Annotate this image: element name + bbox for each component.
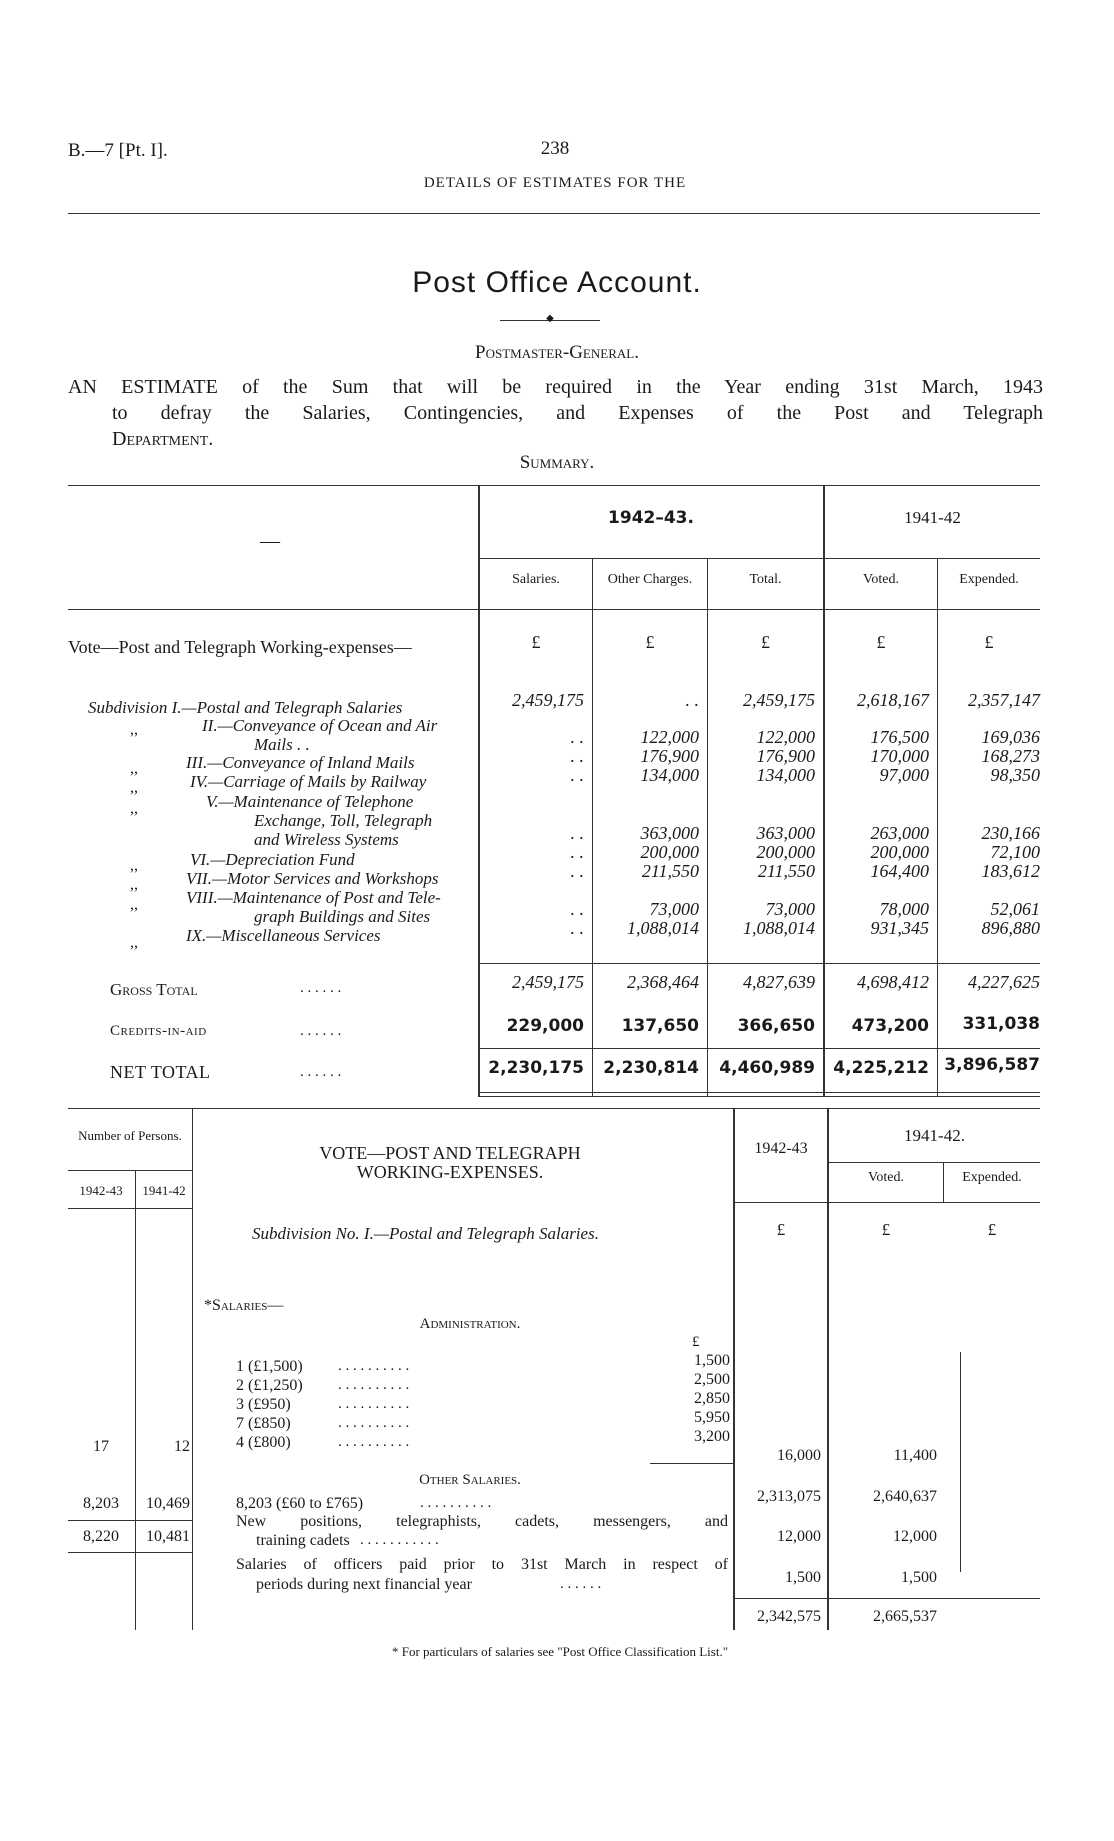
- persons-total-rule: [68, 1520, 192, 1521]
- admin-sum-rule: [650, 1463, 733, 1464]
- intro-line-2: to defray the Salaries, Contingencies, and Expenses of the Post and Telegraph: [112, 402, 1043, 424]
- row-5-quote: ,,: [130, 800, 138, 817]
- detail-currency-1942: £: [776, 1220, 786, 1239]
- new-positions-voted: 12,000: [893, 1528, 937, 1545]
- summary-row-6-total: 200,000: [756, 842, 815, 862]
- summary-row-8-voted: 78,000: [879, 899, 929, 919]
- page-title: Post Office Account.: [412, 266, 702, 299]
- new-positions-1942: 12,000: [777, 1528, 821, 1545]
- credits-other: 137,650: [621, 1016, 699, 1036]
- gross-salaries: 2,459,175: [512, 972, 584, 992]
- summary-row-9-salaries: . .: [570, 918, 584, 938]
- summary-row-3-expended: 168,273: [981, 746, 1040, 766]
- summary-subhead-rule: [478, 558, 1040, 559]
- summary-row-1-salaries: 2,459,175: [512, 690, 584, 710]
- row-6-label: VI.—Depreciation Fund: [190, 850, 355, 869]
- admin-row-2-leader: . . . . . . . . . .: [338, 1377, 410, 1393]
- row-3-quote: ,,: [130, 760, 138, 777]
- summary-row-8-total: 73,000: [765, 899, 815, 919]
- summary-row-7-expended: 183,612: [981, 861, 1040, 881]
- admin-row-5-amount: 3,200: [694, 1428, 730, 1445]
- summary-row-3-salaries: . .: [570, 746, 584, 766]
- persons-year-a: 1942-43: [79, 1183, 123, 1198]
- persons-heading: Number of Persons.: [78, 1128, 182, 1143]
- currency-oth: £: [645, 632, 655, 652]
- net-top-rule: [478, 1048, 1040, 1049]
- summary-row-1-voted: 2,618,167: [857, 690, 929, 710]
- persons-year-b: 1941-42: [142, 1183, 186, 1198]
- gross-top-rule: [478, 963, 1040, 964]
- net-other: 2,230,814: [603, 1058, 699, 1078]
- row-2-quote: ,,: [130, 721, 138, 738]
- detail-currency-expended: £: [987, 1220, 997, 1239]
- administration-heading: Administration.: [419, 1316, 521, 1332]
- summary-row-8-expended: 52,061: [990, 899, 1040, 919]
- other-salaries-label: 8,203 (£60 to £765): [236, 1495, 364, 1512]
- gross-other: 2,368,464: [627, 972, 699, 992]
- summary-row-5-total: 363,000: [756, 823, 815, 843]
- detail-col-expended: Expended.: [962, 1170, 1022, 1185]
- persons-total-bottom-rule: [68, 1552, 192, 1553]
- credits-leader: . . . . . .: [300, 1023, 342, 1039]
- summary-row-4-voted: 97,000: [879, 765, 929, 785]
- detail-col-1941: 1941-42.: [904, 1126, 965, 1145]
- summary-row-8-other-charges: 73,000: [649, 899, 699, 919]
- summary-row-3-other-charges: 176,900: [640, 746, 699, 766]
- row-5-label-cont: Exchange, Toll, Telegraph: [254, 811, 433, 830]
- summary-row-7-other-charges: 211,550: [641, 861, 699, 881]
- currency-tot: £: [761, 632, 770, 652]
- admin-row-1-label: 1 (£1,500): [236, 1358, 303, 1375]
- currency-sal: £: [531, 632, 541, 652]
- net-voted: 4,225,212: [833, 1058, 929, 1078]
- summary-heading: Summary.: [519, 452, 595, 473]
- summary-top-rule: [68, 485, 1040, 486]
- summary-head-bottom-rule: [68, 609, 1040, 610]
- summary-row-6-salaries: . .: [570, 842, 584, 862]
- prior-salaries-1942: 1,500: [785, 1569, 821, 1586]
- row-1-label: Subdivision I.—Postal and Telegraph Salaries: [88, 698, 403, 717]
- row-8-label-cont: graph Buildings and Sites: [254, 907, 431, 926]
- summary-row-2-voted: 176,500: [870, 727, 929, 747]
- subdivision-heading: Subdivision No. I.—Postal and Telegraph Salaries.: [252, 1224, 599, 1243]
- summary-row-5-salaries: . .: [570, 823, 584, 843]
- detail-head-bottom-rule: [733, 1202, 1040, 1203]
- summary-row-9-expended: 896,880: [981, 918, 1040, 938]
- summary-row-5-voted: 263,000: [870, 823, 929, 843]
- row-7-quote: ,,: [130, 876, 138, 893]
- admin-row-5-leader: . . . . . . . . . .: [338, 1434, 410, 1450]
- row-7-label: VII.—Motor Services and Workshops: [186, 869, 439, 888]
- summary-row-2-salaries: . .: [570, 727, 584, 747]
- grand-total-1942: 2,342,575: [757, 1608, 821, 1625]
- summary-row-6-other-charges: 200,000: [640, 842, 699, 862]
- total-persons-b: 10,481: [146, 1528, 190, 1545]
- detail-vline-persons: [192, 1108, 193, 1630]
- vote-label: Vote—Post and Telegraph Working-expenses—: [68, 637, 412, 657]
- intro-line-3: Department.: [112, 428, 214, 450]
- detail-col-voted: Voted.: [868, 1170, 904, 1185]
- admin-persons-b: 12: [174, 1438, 190, 1455]
- row-9-quote: ,,: [130, 934, 138, 951]
- admin-pound-sign: £: [692, 1334, 700, 1350]
- admin-row-3-label: 3 (£950): [236, 1396, 291, 1413]
- summary-row-7-voted: 164,400: [870, 861, 929, 881]
- admin-row-5-label: 4 (£800): [236, 1434, 291, 1451]
- admin-row-2-label: 2 (£1,250): [236, 1377, 303, 1394]
- gross-expended: 4,227,625: [968, 972, 1040, 992]
- credits-total: 366,650: [737, 1016, 815, 1036]
- summary-year-current: 1942–43.: [608, 508, 694, 528]
- detail-vline-years: [135, 1170, 136, 1630]
- summary-row-2-total: 122,000: [756, 727, 815, 747]
- credits-voted: 473,200: [851, 1016, 929, 1036]
- credits-salaries: 229,000: [506, 1016, 584, 1036]
- summary-row-2-other-charges: 122,000: [640, 727, 699, 747]
- other-salaries-heading: Other Salaries.: [419, 1472, 521, 1488]
- currency-exp: £: [984, 632, 994, 652]
- intro-line-1: AN ESTIMATE of the Sum that will be required in the Year ending 31st March, 1943: [68, 376, 1043, 398]
- summary-row-8-salaries: . .: [570, 899, 584, 919]
- detail-vline-1942: [733, 1108, 735, 1630]
- row-8-quote: ,,: [130, 896, 138, 913]
- vote-title-1: VOTE—POST AND TELEGRAPH: [319, 1143, 581, 1163]
- summary-row-1-other-charges: . .: [685, 690, 699, 710]
- summary-row-7-total: 211,550: [757, 861, 815, 881]
- admin-row-4-amount: 5,950: [694, 1409, 730, 1426]
- detail-currency-voted: £: [881, 1220, 891, 1239]
- admin-total-1942: 16,000: [777, 1447, 821, 1464]
- summary-row-6-expended: 72,100: [990, 842, 1040, 862]
- other-leader: . . . . . . . . . .: [420, 1495, 492, 1511]
- net-bottom-rule: [478, 1092, 1040, 1093]
- summary-year-previous: 1941-42: [904, 508, 961, 527]
- gross-total: 4,827,639: [743, 972, 815, 992]
- net-salaries: 2,230,175: [488, 1058, 584, 1078]
- admin-row-1-amount: 1,500: [694, 1352, 730, 1369]
- net-bottom-rule-2: [478, 1096, 1040, 1097]
- prior-salaries-voted: 1,500: [901, 1569, 937, 1586]
- summary-row-5-other-charges: 363,000: [640, 823, 699, 843]
- prior-salaries-line-1: Salaries of officers paid prior to 31st March in respect of: [236, 1556, 728, 1573]
- new-positions-leader: . . . . . . . . . . .: [360, 1532, 439, 1548]
- salaries-heading: *Salaries—: [204, 1297, 284, 1314]
- detail-col-1942: 1942-43: [754, 1140, 808, 1157]
- row-4-quote: ,,: [130, 779, 138, 796]
- admin-row-1-leader: . . . . . . . . . .: [338, 1358, 410, 1374]
- summary-row-2-expended: 169,036: [981, 727, 1040, 747]
- gross-leader: . . . . . .: [300, 980, 342, 996]
- summary-row-1-total: 2,459,175: [743, 690, 815, 710]
- row-4-label: IV.—Carriage of Mails by Railway: [190, 772, 427, 791]
- admin-total-voted: 11,400: [893, 1447, 937, 1464]
- row-2-label: II.—Conveyance of Ocean and Air: [202, 716, 438, 735]
- other-persons-b: 10,469: [146, 1495, 190, 1512]
- document-reference: B.—7 [Pt. I].: [68, 140, 168, 161]
- detail-top-rule: [68, 1108, 1040, 1109]
- row-2-label-cont: Mails . .: [254, 735, 310, 754]
- grand-total-rule: [733, 1598, 1040, 1599]
- admin-row-3-leader: . . . . . . . . . .: [338, 1396, 410, 1412]
- other-persons-a: 8,203: [83, 1495, 119, 1512]
- credits-expended: 331,038: [962, 1014, 1040, 1034]
- admin-row-4-leader: . . . . . . . . . .: [338, 1415, 410, 1431]
- credits-label: Credits-in-aid: [110, 1023, 207, 1039]
- summary-row-9-total: 1,088,014: [743, 918, 815, 938]
- col-other-charges: Other Charges.: [607, 572, 693, 587]
- admin-row-4-label: 7 (£850): [236, 1415, 291, 1432]
- net-total-label: NET TOTAL: [110, 1062, 211, 1082]
- total-persons-a: 8,220: [83, 1528, 119, 1545]
- summary-row-6-voted: 200,000: [870, 842, 929, 862]
- net-expended: 3,896,587: [944, 1055, 1040, 1075]
- summary-row-1-expended: 2,357,147: [968, 690, 1040, 710]
- summary-row-3-total: 176,900: [756, 746, 815, 766]
- new-positions-line-1: New positions, telegraphists, cadets, messengers, and: [236, 1513, 728, 1530]
- other-salaries-voted: 2,640,637: [873, 1488, 937, 1505]
- footnote: * For particulars of salaries see "Post Office Classification List.": [391, 1644, 729, 1659]
- col-expended: Expended.: [959, 572, 1019, 587]
- summary-row-4-total: 134,000: [756, 765, 815, 785]
- running-title: DETAILS OF ESTIMATES FOR THE: [423, 175, 687, 191]
- net-total: 4,460,989: [719, 1058, 815, 1078]
- new-positions-line-2: training cadets: [256, 1532, 350, 1549]
- vote-title-2: WORKING-EXPENSES.: [356, 1162, 544, 1182]
- header-rule: [68, 213, 1040, 214]
- row-6-quote: ,,: [130, 857, 138, 874]
- summary-row-9-other-charges: 1,088,014: [627, 918, 699, 938]
- row-5-label-cont2: and Wireless Systems: [254, 830, 399, 849]
- net-leader: . . . . . .: [300, 1064, 342, 1080]
- page-number: 238: [540, 138, 570, 159]
- detail-1941-subrule: [827, 1162, 1040, 1163]
- summary-row-4-salaries: . .: [570, 765, 584, 785]
- row-3-label: III.—Conveyance of Inland Mails: [186, 753, 415, 772]
- col-total: Total.: [749, 572, 782, 587]
- summary-blank-dash: —: [260, 530, 280, 552]
- row-8-label: VIII.—Maintenance of Post and Tele-: [186, 888, 441, 907]
- summary-row-9-voted: 931,345: [870, 918, 929, 938]
- gross-voted: 4,698,412: [857, 972, 929, 992]
- prior-salaries-line-2: periods during next financial year: [256, 1576, 472, 1593]
- col-voted: Voted.: [863, 572, 899, 587]
- summary-row-5-expended: 230,166: [981, 823, 1040, 843]
- detail-vline-1941: [827, 1108, 829, 1630]
- col-salaries: Salaries.: [512, 572, 560, 587]
- summary-row-4-other-charges: 134,000: [640, 765, 699, 785]
- summary-row-7-salaries: . .: [570, 861, 584, 881]
- summary-row-4-expended: 98,350: [990, 765, 1040, 785]
- currency-vot: £: [876, 632, 886, 652]
- admin-row-2-amount: 2,500: [694, 1371, 730, 1388]
- row-9-label: IX.—Miscellaneous Services: [186, 926, 381, 945]
- gross-total-label: Gross Total: [110, 980, 198, 999]
- prior-salaries-leader: . . . . . .: [560, 1576, 602, 1592]
- expended-bracket-line: [960, 1352, 961, 1572]
- postmaster-heading: Postmaster-General.: [475, 342, 639, 363]
- grand-total-voted: 2,665,537: [873, 1608, 937, 1625]
- admin-row-3-amount: 2,850: [694, 1390, 730, 1407]
- summary-row-3-voted: 170,000: [870, 746, 929, 766]
- admin-persons-a: 17: [93, 1438, 109, 1455]
- persons-years-rule: [68, 1208, 192, 1209]
- diamond-icon: ◆: [546, 313, 554, 324]
- row-5-label: V.—Maintenance of Telephone: [206, 792, 414, 811]
- other-salaries-1942: 2,313,075: [757, 1488, 821, 1505]
- persons-head-rule: [68, 1170, 192, 1171]
